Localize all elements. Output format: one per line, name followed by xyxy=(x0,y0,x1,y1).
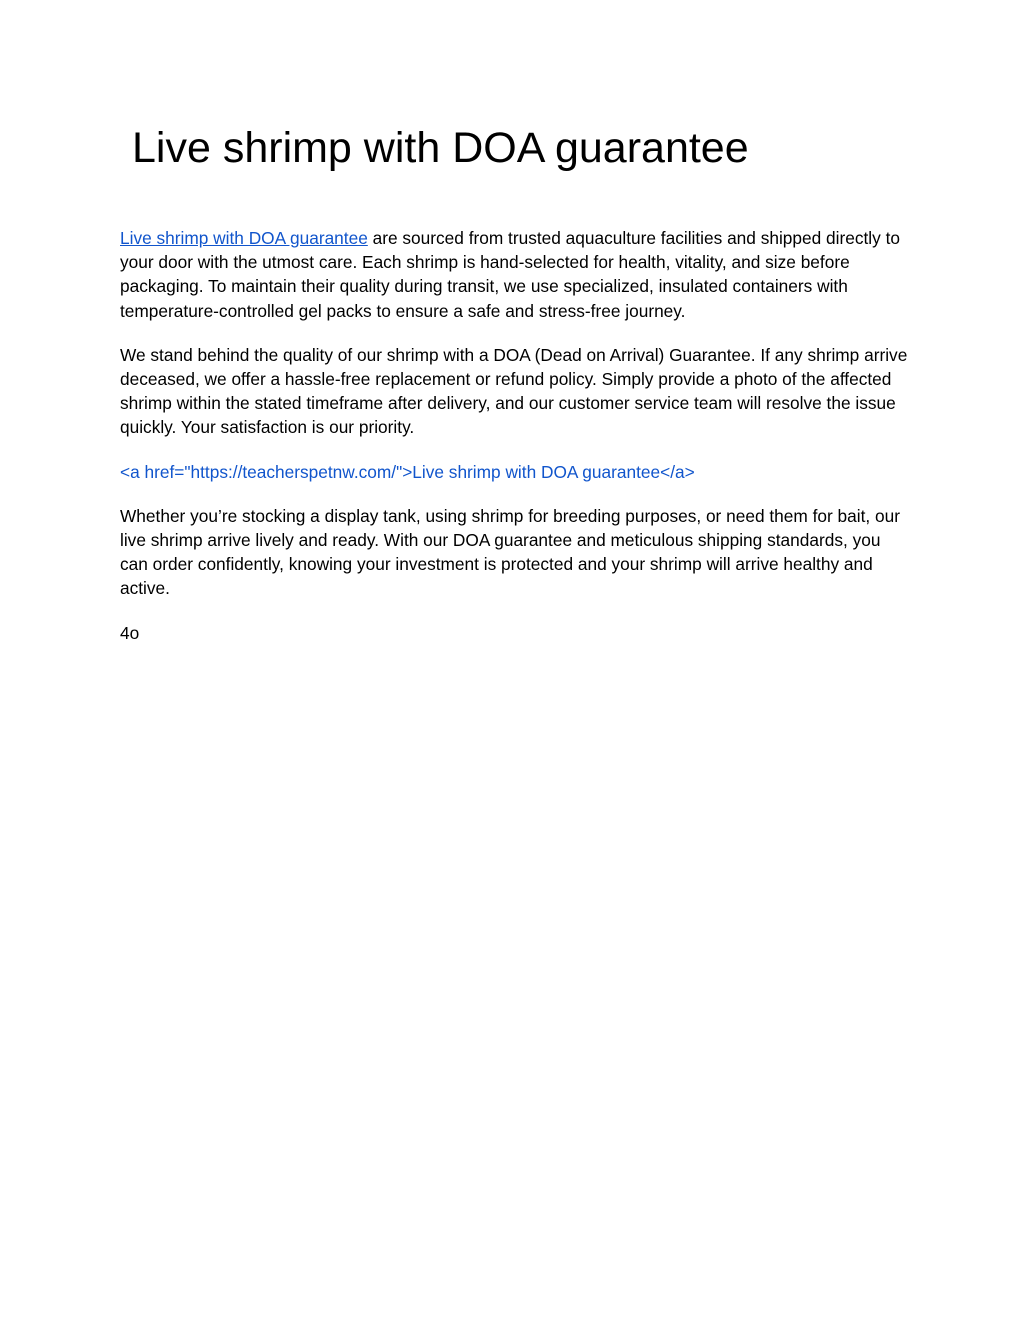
closing-paragraph: Whether you’re stocking a display tank, using shrimp for breeding purposes, or need them for bait, our live shrimp arrive lively and ready. With our DOA guarantee and meticulous shipping standards, you can order confidently, knowing your investment is protected and your shrimp will arrive healthy and active. xyxy=(120,505,900,599)
intro-text: are sourced from trusted aquaculture facilities and shipped directly to your door with the utmost care. Each shrimp is hand-selected for health, vitality, and size before packaging. To maintain their quality during transit, we use specialized, insulated containers with temperature-controlled gel packs to ensure a safe and stress-free journey. xyxy=(120,228,900,321)
document-body xyxy=(120,226,910,665)
html-link-paragraph: <a href="https://teacherspetnw.com/">Live shrimp with DOA guarantee</a> xyxy=(120,461,695,482)
guarantee-paragraph: We stand behind the quality of our shrimp with a DOA (Dead on Arrival) Guarantee. If any shrimp arrive deceased, we offer a hassle-free replacement or refund policy. Simply provide a photo of the affected shrimp within the stated timeframe after delivery, and our customer service team will resolve the issue quickly. Your satisfaction is our priority. xyxy=(120,344,908,438)
shrimp-link[interactable]: Live shrimp with DOA guarantee xyxy=(120,228,368,248)
document-title: Live shrimp with DOA guarantee xyxy=(132,124,749,172)
footer-note: 4o xyxy=(120,622,140,643)
intro-paragraph xyxy=(120,226,910,323)
